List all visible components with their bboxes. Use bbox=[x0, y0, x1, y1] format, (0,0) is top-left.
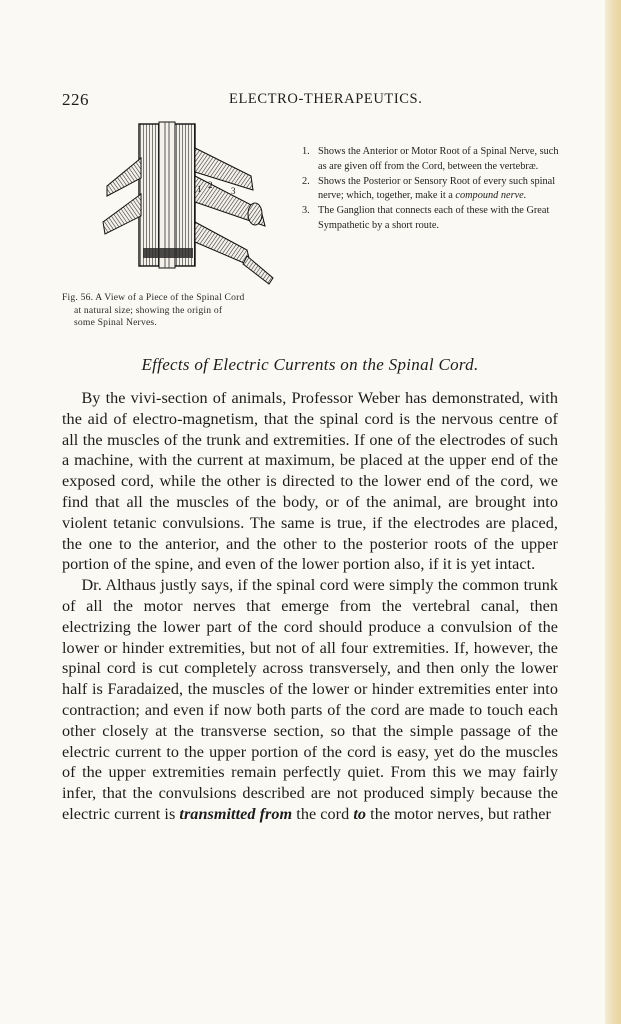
paragraph-text: Dr. Althaus justly says, if the spinal cord were simply the common trunk of all the motor nerves that emerge from the vertebral canal, then electrizing the lower part of the cord should produce a convulsion of the lower or hinder extremities, but not of all four extremities. If, however, the spinal cord is cut completely across transversely, and then only the lower half is Faradaized, the muscles of the lower or hinder extremities enter into contraction; and even if now both parts of the cord are made to touch each other closely at the transverse section, so that the simple passage of the electric current to the upper portion of the cord is easy, yet do the muscles of the upper extremities remain perfectly quiet. From this we may fairly infer, that the convulsions described are not produced simply because the electric current is bbox=[62, 576, 558, 823]
section-title: Effects of Electric Currents on the Spinal Cord. bbox=[141, 355, 479, 374]
caption-line: Fig. 56. A View of a Piece of the Spinal Cord bbox=[62, 292, 245, 303]
emphasis-text: transmitted from bbox=[179, 804, 293, 823]
legend-text-part: Shows the Posterior or Sensory Root of every such spinal nerve; which, together, make it a bbox=[318, 175, 556, 202]
page-header bbox=[62, 90, 558, 112]
paragraph-text: the motor nerves, but rather bbox=[366, 804, 551, 823]
page-number: 226 bbox=[62, 90, 89, 109]
legend-number: 3. bbox=[302, 205, 310, 217]
figure-legend bbox=[302, 145, 564, 234]
legend-text bbox=[318, 175, 564, 205]
paragraph bbox=[62, 575, 558, 825]
right-lower-root bbox=[195, 222, 251, 266]
legend-item bbox=[302, 175, 564, 205]
legend-text: The Ganglion that connects each of these with the Great Sympathetic by a short route. bbox=[318, 205, 550, 231]
legend-item bbox=[302, 145, 564, 175]
figure-label-3: 3 bbox=[231, 186, 236, 196]
paragraph: By the vivi-section of animals, Professor Weber has demonstrated, with the aid of electro-magnetism, that the spinal cord is the nervous centre of all the muscles of the trunk and extremities. If one of the electrodes of such a machine, with the current at maximum, be placed at the upper end of the exposed cord, while the other is directed to the lower end of the cord, we find that all the muscles of the body, or of the animal, are brought into violent tetanic convulsions. The same is true, if the electrodes are placed, the one to the anterior, and the other to the posterior roots of the upper portion of the spine, and even of the lower portion also, if it is yet intact. bbox=[62, 389, 558, 574]
spinal-cord-illustration bbox=[101, 118, 276, 288]
figure-caption bbox=[62, 292, 302, 330]
legend-text: Shows the Anterior or Motor Root of a Spinal Nerve, such as are given off from the Cord, between the vertebræ. bbox=[318, 146, 559, 172]
caption-line: at natural size; showing the origin of bbox=[74, 304, 223, 316]
body-text bbox=[62, 388, 558, 825]
figure-label-2: 2 bbox=[208, 180, 213, 190]
figure-label-1: 1 bbox=[197, 184, 202, 194]
left-upper-root bbox=[107, 158, 141, 196]
spinal-cord-figure bbox=[101, 118, 276, 288]
caption-line: some Spinal Nerves. bbox=[74, 317, 157, 329]
legend-number: 2. bbox=[302, 175, 310, 187]
left-lower-root bbox=[103, 194, 141, 234]
page-edge bbox=[605, 0, 621, 1024]
running-title: ELECTRO-THERAPEUTICS. bbox=[229, 91, 423, 107]
legend-emphasis: compound nerve. bbox=[455, 190, 527, 202]
paragraph-text: the cord bbox=[292, 804, 354, 823]
ganglion bbox=[248, 203, 262, 225]
legend-number: 1. bbox=[302, 146, 310, 157]
legend-item bbox=[302, 204, 564, 234]
emphasis-text: to bbox=[353, 804, 367, 823]
